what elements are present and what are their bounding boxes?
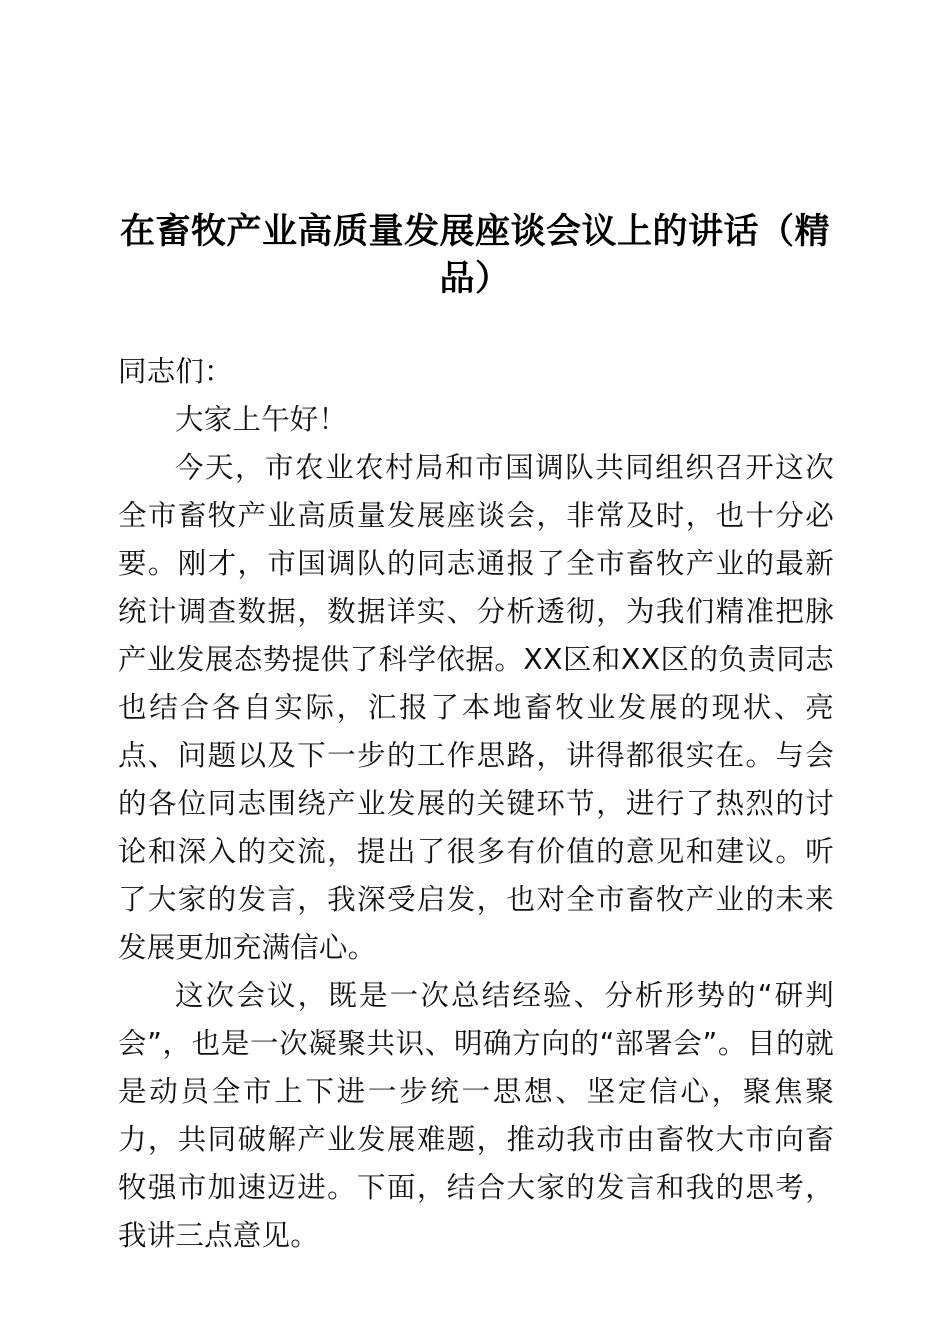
salutation-line: 同志们：: [118, 355, 233, 388]
paragraph-opening-remarks: 今天，市农业农村局和市国调队共同组织召开这次全市畜牧产业高质量发展座谈会，非常及时，也十分必要。刚才，市国调队的同志通报了全市畜牧产业的最新统计调查数据，数据详实、分析透彻，为我们精准把脉产业发展态势提供了科学依据。XX区和XX区的负责同志也结合各自实际，汇报了本地畜牧业发展的现状、亮点、问题以及下一步的工作思路，讲得都很实在。与会的各位同志围绕产业发展的关键环节，进行了热烈的讨论和深入的交流，提出了很多有价值的意见和建议。听了大家的发言，我深受启发，也对全市畜牧产业的未来发展更加充满信心。: [118, 451, 834, 964]
paragraph-meeting-purpose: 这次会议，既是一次总结经验、分析形势的“研判会”，也是一次凝聚共识、明确方向的“部署会”。目的就是动员全市上下进一步统一思想、坚定信心，聚焦聚力，共同破解产业发展难题，推动我市由畜牧大市向畜牧强市加速迈进。下面，结合大家的发言和我的思考，我讲三点意见。: [118, 979, 834, 1252]
document-body: [118, 348, 834, 1260]
page-title: 在畜牧产业高质量发展座谈会议上的讲话（精品）: [119, 212, 830, 300]
paragraph-greeting: 大家上午好！: [175, 403, 348, 436]
